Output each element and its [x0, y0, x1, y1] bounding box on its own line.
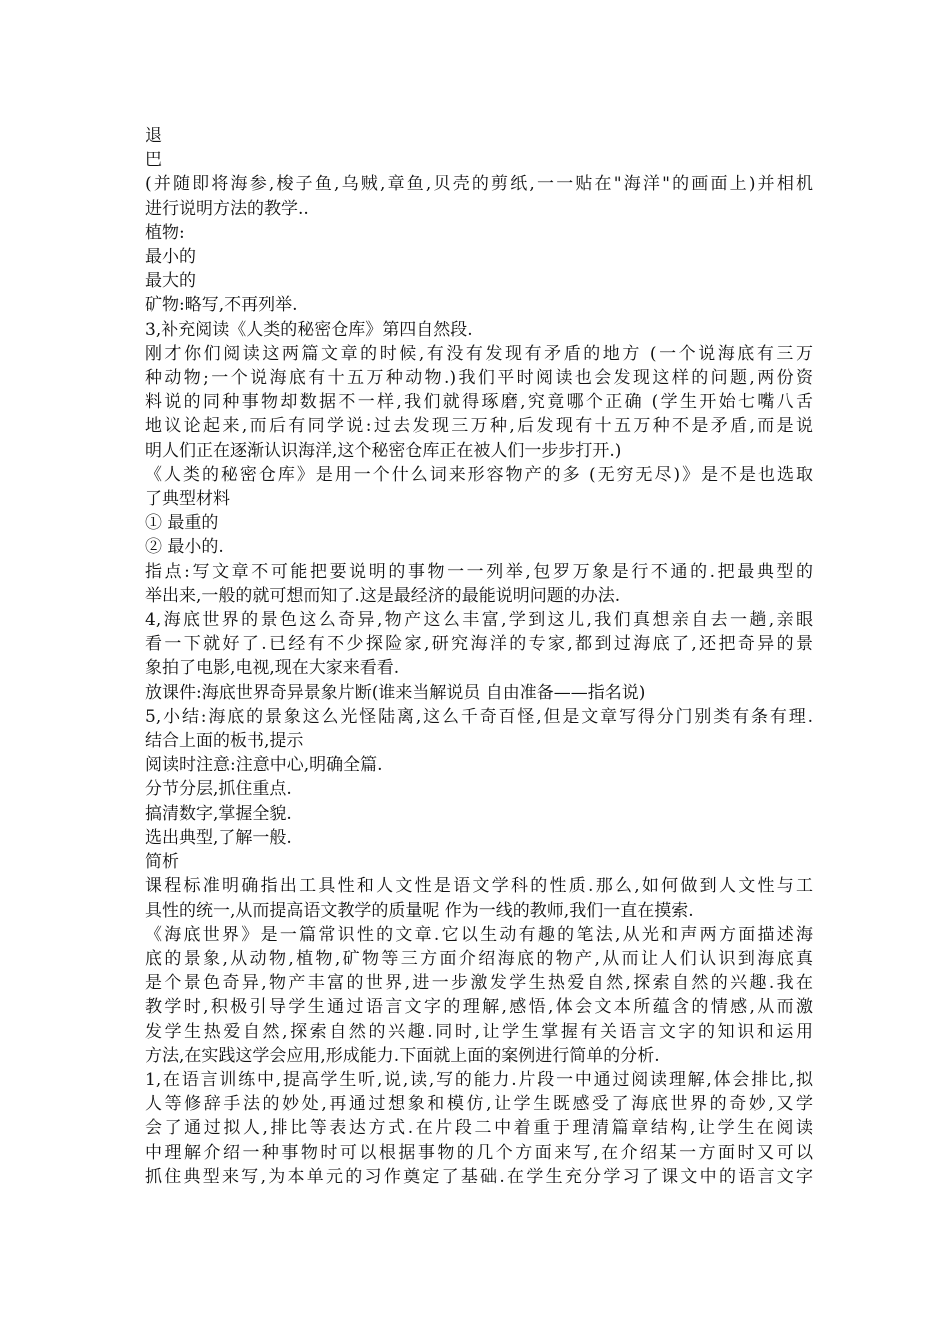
text-line: 4,海底世界的景色这么奇异,物产这么丰富,学到这儿,我们真想亲自去一趟,亲眼 — [145, 610, 813, 631]
text-line: 指点:写文章不可能把要说明的事物一一列举,包罗万象是行不通的.把最典型的 — [145, 561, 813, 582]
text-line: 料说的同种事物却数据不一样,我们就得琢磨,究竟哪个正确 (学生开始七嘴八舌 — [145, 392, 813, 413]
text-line: 看一下就好了.已经有不少探险家,研究海洋的专家,都到过海底了,还把奇异的景 — [145, 634, 813, 655]
text-line: 种动物;一个说海底有十五万种动物.)我们平时阅读也会发现这样的问题,两份资 — [145, 368, 813, 389]
text-line: 具性的统一,从而提高语文教学的质量呢 作为一线的教师,我们一直在摸索. — [145, 900, 694, 921]
text-line: 结合上面的板书,提示 — [145, 731, 304, 752]
text-line: 中理解介绍一种事物时可以根据事物的几个方面来写,在介绍某一方面时又可以 — [145, 1142, 813, 1163]
text-line: 最小的 — [145, 247, 196, 268]
document-body — [145, 124, 813, 1189]
text-line: 教学时,积极引导学生通过语言文字的理解,感悟,体会文本所蕴含的情感,从而激 — [145, 997, 813, 1018]
text-line: 发学生热爱自然,探索自然的兴趣.同时,让学生掌握有关语言文字的知识和运用 — [145, 1021, 813, 1042]
text-line: 矿物:略写,不再列举. — [145, 295, 298, 316]
text-line: 课程标准明确指出工具性和人文性是语文学科的性质.那么,如何做到人文性与工 — [145, 876, 813, 897]
text-line: 刚才你们阅读这两篇文章的时候,有没有发现有矛盾的地方 (一个说海底有三万 — [145, 343, 813, 364]
text-line: 巴 — [145, 150, 162, 171]
text-line: 人等修辞手法的妙处,再通过想象和模仿,让学生既感受了海底世界的奇妙,又学 — [145, 1094, 813, 1115]
text-line: 3,补充阅读《人类的秘密仓库》第四自然段. — [145, 319, 473, 340]
text-line: 1,在语言训练中,提高学生听,说,读,写的能力.片段一中通过阅读理解,体会排比,拟 — [145, 1069, 813, 1090]
text-line: 最大的 — [145, 271, 196, 292]
text-line: ② 最小的. — [145, 537, 224, 558]
text-line: ① 最重的 — [145, 513, 219, 534]
text-line: 选出典型,了解一般. — [145, 827, 292, 848]
text-line: 搞清数字,掌握全貌. — [145, 803, 292, 824]
text-line: 退 — [145, 126, 162, 146]
text-line: 放课件:海底世界奇异景象片断(谁来当解说员 自由准备——指名说) — [145, 682, 646, 703]
text-line: 《海底世界》是一篇常识性的文章.它以生动有趣的笔法,从光和声两方面描述海 — [145, 924, 813, 945]
text-line: 抓住典型来写,为本单元的习作奠定了基础.在学生充分学习了课文中的语言文字 — [145, 1166, 813, 1187]
text-line: 植物: — [145, 222, 185, 243]
text-line: 进行说明方法的教学.. — [145, 198, 309, 219]
text-line: 《人类的秘密仓库》是用一个什么词来形容物产的多 (无穷无尽)》是不是也选取 — [145, 464, 813, 485]
text-line: (并随即将海参,梭子鱼,乌贼,章鱼,贝壳的剪纸,一一贴在"海洋"的画面上)并相机 — [145, 174, 813, 195]
text-line: 分节分层,抓住重点. — [145, 779, 292, 800]
text-line: 5,小结:海底的景象这么光怪陆离,这么千奇百怪,但是文章写得分门别类有条有理. — [145, 706, 813, 727]
text-line: 阅读时注意:注意中心,明确全篇. — [145, 755, 383, 776]
text-line: 象拍了电影,电视,现在大家来看看. — [145, 658, 400, 679]
text-line: 地议论起来,而后有同学说:过去发现三万种,后发现有十五万种不是矛盾,而是说 — [145, 416, 813, 437]
text-line: 了典型材料 — [145, 489, 230, 510]
text-line: 方法,在实践这学会应用,形成能力.下面就上面的案例进行简单的分析. — [145, 1045, 660, 1066]
text-line: 是个景色奇异,物产丰富的世界,进一步激发学生热爱自然,探索自然的兴趣.我在 — [145, 973, 813, 994]
text-line: 明人们正在逐渐认识海洋,这个秘密仓库正在被人们一步步打开.) — [145, 440, 622, 461]
text-line: 简析 — [145, 852, 179, 873]
text-line: 底的景象,从动物,植物,矿物等三方面介绍海底的物产,从而让人们认识到海底真 — [145, 948, 813, 969]
text-line: 举出来,一般的就可想而知了.这是最经济的最能说明问题的办法. — [145, 585, 621, 606]
text-line: 会了通过拟人,排比等表达方式.在片段二中着重于理清篇章结构,让学生在阅读 — [145, 1118, 813, 1139]
